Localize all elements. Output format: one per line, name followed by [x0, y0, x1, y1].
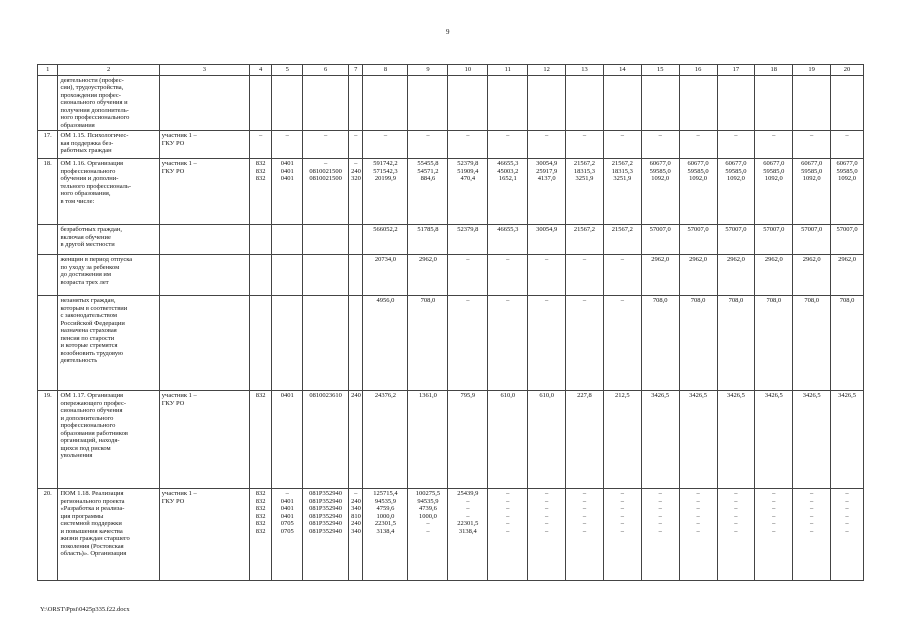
- amount-cell: [717, 75, 755, 131]
- measure-name-cell: безработных граждан, включая обучение в другой местности: [58, 225, 159, 255]
- measure-name-cell: ОМ 1.15. Психологичес- кая поддержка без- работных граждан: [58, 131, 159, 159]
- amount-cell: – – – – – –: [755, 489, 793, 581]
- executor-cell: участник 1 – ГКУ РО: [159, 489, 249, 581]
- code-cell: 832: [249, 391, 272, 489]
- amount-cell: [603, 75, 641, 131]
- amount-cell: –: [566, 296, 604, 391]
- column-number-cell: 14: [603, 65, 641, 76]
- amount-cell: –: [603, 255, 641, 296]
- amount-cell: – – – – – –: [528, 489, 566, 581]
- amount-cell: –: [488, 255, 528, 296]
- code-cell: 0401: [272, 391, 303, 489]
- code-cell: 832 832 832 832 832 832: [249, 489, 272, 581]
- amount-cell: 3426,5: [679, 391, 717, 489]
- amount-cell: – – – – – –: [488, 489, 528, 581]
- amount-cell: 57007,0: [717, 225, 755, 255]
- column-number-cell: 7: [349, 65, 363, 76]
- amount-cell: 3426,5: [641, 391, 679, 489]
- amount-cell: [566, 75, 604, 131]
- column-number-cell: 17: [717, 65, 755, 76]
- row-number-cell: [38, 75, 58, 131]
- amount-cell: 52379,8: [448, 225, 488, 255]
- code-cell: [349, 225, 363, 255]
- amount-cell: 21567,2 18315,3 3251,9: [566, 159, 604, 225]
- code-cell: –: [272, 131, 303, 159]
- amount-cell: –: [679, 131, 717, 159]
- amount-cell: 100275,5 94535,9 4739,6 1000,0 – –: [408, 489, 448, 581]
- amount-cell: 2962,0: [831, 255, 864, 296]
- amount-cell: –: [528, 255, 566, 296]
- amount-cell: 708,0: [793, 296, 831, 391]
- amount-cell: 46655,3: [488, 225, 528, 255]
- column-number-cell: 18: [755, 65, 793, 76]
- executor-cell: участник 1 – ГКУ РО: [159, 391, 249, 489]
- amount-cell: [755, 75, 793, 131]
- executor-cell: участник 1 – ГКУ РО: [159, 131, 249, 159]
- amount-cell: 20734,0: [363, 255, 408, 296]
- executor-cell: [159, 75, 249, 131]
- code-cell: [272, 225, 303, 255]
- amount-cell: [679, 75, 717, 131]
- code-cell: [303, 296, 349, 391]
- column-number-cell: 8: [363, 65, 408, 76]
- amount-cell: 57007,0: [831, 225, 864, 255]
- amount-cell: – – – – – –: [831, 489, 864, 581]
- column-number-cell: 10: [448, 65, 488, 76]
- code-cell: [349, 75, 363, 131]
- amount-cell: 3426,5: [717, 391, 755, 489]
- code-cell: – 0810021500 0810021500: [303, 159, 349, 225]
- column-number-cell: 6: [303, 65, 349, 76]
- column-number-cell: 20: [831, 65, 864, 76]
- amount-cell: 57007,0: [793, 225, 831, 255]
- amount-cell: –: [448, 131, 488, 159]
- executor-cell: [159, 225, 249, 255]
- amount-cell: 795,9: [448, 391, 488, 489]
- amount-cell: 52379,8 51909,4 470,4: [448, 159, 488, 225]
- amount-cell: 46655,3 45003,2 1652,1: [488, 159, 528, 225]
- column-number-cell: 5: [272, 65, 303, 76]
- amount-cell: 60677,0 59585,0 1092,0: [641, 159, 679, 225]
- amount-cell: –: [831, 131, 864, 159]
- code-cell: 240: [349, 391, 363, 489]
- amount-cell: 60677,0 59585,0 1092,0: [793, 159, 831, 225]
- amount-cell: 25439,9 – – – 22301,5 3138,4: [448, 489, 488, 581]
- amount-cell: –: [566, 255, 604, 296]
- code-cell: –: [303, 131, 349, 159]
- code-cell: [249, 75, 272, 131]
- amount-cell: – – – – – –: [566, 489, 604, 581]
- code-cell: [303, 75, 349, 131]
- amount-cell: 55455,8 54571,2 884,6: [408, 159, 448, 225]
- amount-cell: 708,0: [408, 296, 448, 391]
- amount-cell: 3426,5: [755, 391, 793, 489]
- code-cell: – 240 340 810 240 340: [349, 489, 363, 581]
- amount-cell: –: [755, 131, 793, 159]
- code-cell: 0401 0401 0401: [272, 159, 303, 225]
- row-number-cell: 18.: [38, 159, 58, 225]
- amount-cell: 212,5: [603, 391, 641, 489]
- amount-cell: –: [603, 296, 641, 391]
- column-number-cell: 13: [566, 65, 604, 76]
- column-number-cell: 4: [249, 65, 272, 76]
- table-row: [38, 75, 864, 131]
- amount-cell: 21567,2 18315,3 3251,9: [603, 159, 641, 225]
- column-number-cell: 3: [159, 65, 249, 76]
- amount-cell: 60677,0 59585,0 1092,0: [755, 159, 793, 225]
- amount-cell: –: [566, 131, 604, 159]
- amount-cell: [793, 75, 831, 131]
- amount-cell: – – – – – –: [793, 489, 831, 581]
- amount-cell: –: [528, 131, 566, 159]
- amount-cell: – – – – – –: [641, 489, 679, 581]
- amount-cell: –: [528, 296, 566, 391]
- measure-name-cell: ОМ 1.17. Организация опережающего профес- сионального обучения и дополнительного профессионального образования работников организаций, находя- щихся под риском увольнения: [58, 391, 159, 489]
- amount-cell: 2962,0: [755, 255, 793, 296]
- budget-table: [37, 64, 864, 581]
- amount-cell: 227,8: [566, 391, 604, 489]
- code-cell: –: [349, 131, 363, 159]
- amount-cell: –: [363, 131, 408, 159]
- code-cell: [272, 296, 303, 391]
- table-row: [38, 225, 864, 255]
- amount-cell: 2962,0: [641, 255, 679, 296]
- code-cell: [272, 255, 303, 296]
- amount-cell: –: [641, 131, 679, 159]
- amount-cell: 1361,0: [408, 391, 448, 489]
- amount-cell: 708,0: [831, 296, 864, 391]
- amount-cell: –: [408, 131, 448, 159]
- code-cell: 0810023610: [303, 391, 349, 489]
- column-number-cell: 16: [679, 65, 717, 76]
- table-row: [38, 159, 864, 225]
- row-number-cell: [38, 225, 58, 255]
- code-cell: [303, 225, 349, 255]
- executor-cell: участник 1 – ГКУ РО: [159, 159, 249, 225]
- table-row: [38, 391, 864, 489]
- amount-cell: 708,0: [641, 296, 679, 391]
- code-cell: [249, 225, 272, 255]
- column-number-cell: 2: [58, 65, 159, 76]
- amount-cell: [641, 75, 679, 131]
- row-number-cell: 19.: [38, 391, 58, 489]
- amount-cell: –: [603, 131, 641, 159]
- amount-cell: – – – – – –: [717, 489, 755, 581]
- amount-cell: 125715,4 94535,9 4759,6 1000,0 22301,5 3138,4: [363, 489, 408, 581]
- table-row: [38, 131, 864, 159]
- amount-cell: 51785,8: [408, 225, 448, 255]
- amount-cell: 708,0: [717, 296, 755, 391]
- amount-cell: –: [717, 131, 755, 159]
- amount-cell: –: [488, 296, 528, 391]
- amount-cell: 2962,0: [408, 255, 448, 296]
- code-cell: [272, 75, 303, 131]
- amount-cell: 30054,9 25917,9 4137,0: [528, 159, 566, 225]
- table-row: [38, 296, 864, 391]
- row-number-cell: [38, 296, 58, 391]
- row-number-cell: [38, 255, 58, 296]
- column-number-cell: 19: [793, 65, 831, 76]
- footer-file-path: Y:\ORST\Ppsi\0425p335.f22.docx: [40, 606, 130, 613]
- amount-cell: 30054,9: [528, 225, 566, 255]
- measure-name-cell: ПОМ 1.18. Реализация регионального проекта «Разработка и реализа- ция программы системной поддержки и повышения качества жизни граждан старшего поколения (Ростовская область)». Организация: [58, 489, 159, 581]
- amount-cell: 566052,2: [363, 225, 408, 255]
- measure-name-cell: женщин в период отпуска по уходу за ребенком до достижения им возраста трех лет: [58, 255, 159, 296]
- amount-cell: [448, 75, 488, 131]
- amount-cell: 2962,0: [717, 255, 755, 296]
- row-number-cell: 17.: [38, 131, 58, 159]
- amount-cell: 2962,0: [679, 255, 717, 296]
- amount-cell: – – – – – –: [603, 489, 641, 581]
- measure-name-cell: незанятых граждан, которым в соответствии с законодательством Российской Федерации назначена страховая пенсия по старости и которые стремятся возобновить трудовую деятельность: [58, 296, 159, 391]
- column-number-cell: 1: [38, 65, 58, 76]
- column-number-row: [38, 65, 864, 76]
- amount-cell: 57007,0: [755, 225, 793, 255]
- amount-cell: [488, 75, 528, 131]
- amount-cell: 2962,0: [793, 255, 831, 296]
- column-number-cell: 15: [641, 65, 679, 76]
- amount-cell: 21567,2: [566, 225, 604, 255]
- executor-cell: [159, 255, 249, 296]
- page-number: 9: [446, 28, 450, 36]
- amount-cell: 708,0: [679, 296, 717, 391]
- amount-cell: 21567,2: [603, 225, 641, 255]
- code-cell: – 0401 0401 0401 0705 0705: [272, 489, 303, 581]
- row-number-cell: 20.: [38, 489, 58, 581]
- code-cell: [349, 255, 363, 296]
- measure-name-cell: ОМ 1.16. Организация профессионального обучения и дополни- тельного профессиональ- ного образования, в том числе:: [58, 159, 159, 225]
- column-number-cell: 9: [408, 65, 448, 76]
- amount-cell: [408, 75, 448, 131]
- measure-name-cell: деятельности (профес- сии), трудоустройства, прохождения профес- сионального обучения и получения дополнитель- ного профессионального образования: [58, 75, 159, 131]
- amount-cell: –: [448, 296, 488, 391]
- table-row: [38, 255, 864, 296]
- amount-cell: 24376,2: [363, 391, 408, 489]
- amount-cell: 4956,0: [363, 296, 408, 391]
- executor-cell: [159, 296, 249, 391]
- amount-cell: [831, 75, 864, 131]
- amount-cell: 57007,0: [641, 225, 679, 255]
- column-number-cell: 12: [528, 65, 566, 76]
- amount-cell: 708,0: [755, 296, 793, 391]
- code-cell: – 240 320: [349, 159, 363, 225]
- code-cell: –: [249, 131, 272, 159]
- code-cell: 081P352940 081P352940 081P352940 081P352940 081P352940 081P352940: [303, 489, 349, 581]
- amount-cell: 57007,0: [679, 225, 717, 255]
- code-cell: [303, 255, 349, 296]
- amount-cell: [363, 75, 408, 131]
- amount-cell: 610,0: [528, 391, 566, 489]
- amount-cell: –: [488, 131, 528, 159]
- amount-cell: 60677,0 59585,0 1092,0: [831, 159, 864, 225]
- code-cell: 832 832 832: [249, 159, 272, 225]
- amount-cell: [528, 75, 566, 131]
- amount-cell: –: [793, 131, 831, 159]
- table-row: [38, 489, 864, 581]
- amount-cell: – – – – – –: [679, 489, 717, 581]
- amount-cell: 60677,0 59585,0 1092,0: [717, 159, 755, 225]
- code-cell: [249, 255, 272, 296]
- code-cell: [249, 296, 272, 391]
- column-number-cell: 11: [488, 65, 528, 76]
- amount-cell: –: [448, 255, 488, 296]
- amount-cell: 591742,2 571542,3 20199,9: [363, 159, 408, 225]
- amount-cell: 3426,5: [831, 391, 864, 489]
- amount-cell: 3426,5: [793, 391, 831, 489]
- code-cell: [349, 296, 363, 391]
- amount-cell: 60677,0 59585,0 1092,0: [679, 159, 717, 225]
- amount-cell: 610,0: [488, 391, 528, 489]
